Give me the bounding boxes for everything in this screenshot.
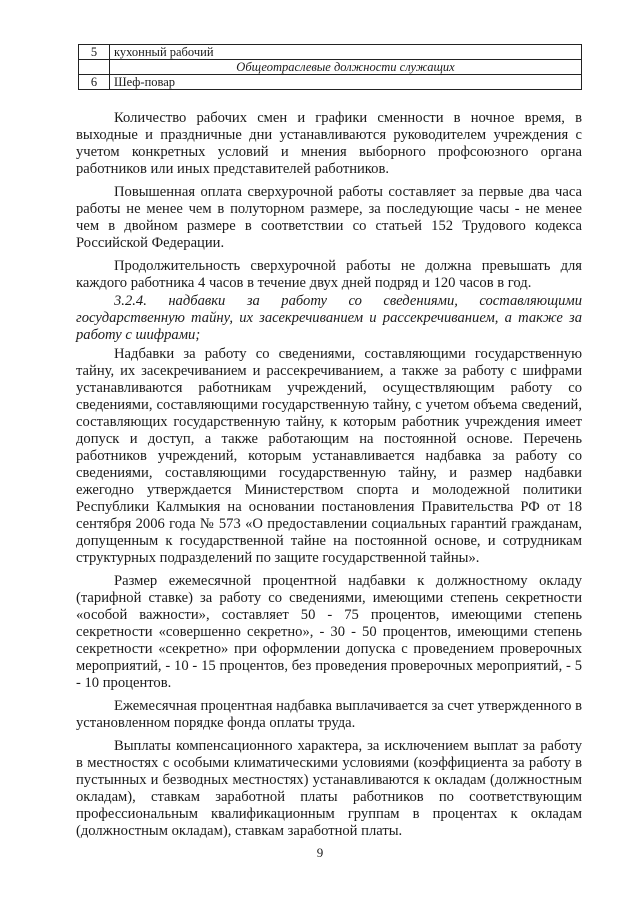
paragraph-allowance-funding: Ежемесячная процентная надбавка выплачивается за счет утвержденного в установленном порядке фонда оплаты труда. bbox=[76, 698, 582, 731]
section-heading-3-2-4: 3.2.4. надбавки за работу со сведениями, составляющими государственную тайну, их засекречиванием и рассекречиванием, а также за работу с шифрами; bbox=[76, 293, 582, 343]
paragraph-secret-allowance: Надбавки за работу со сведениями, составляющими государственную тайну, их засекречиванием и рассекречиванием, а также за работу с шифрами устанавливаются работникам учреждений, осуществляющим работу со сведениями, составляющими государственную тайну, с учетом объема сведений, составляющих государственную тайну, к которым работник учреждения имеет допуск и доступ, а также работающим на постоянной основе. Перечень работников учреждений, которым устанавливается надбавка за работу со сведениями, составляющими государственную тайну, и размер надбавки ежегодно утверждается Министерством спорта и молодежной политики Республики Калмыкия на основании постановления Правительства РФ от 18 сентября 2006 года № 573 «О предоставлении социальных гарантий гражданам, допущенным к государственной тайне на постоянной основе, и сотрудникам структурных подразделений по защите государственной тайны». bbox=[76, 346, 582, 566]
row-number-empty bbox=[79, 60, 110, 75]
position-name: Шеф-повар bbox=[110, 75, 582, 90]
table-group-row bbox=[79, 60, 582, 75]
table-row bbox=[79, 75, 582, 90]
row-number: 5 bbox=[79, 45, 110, 60]
position-name: кухонный рабочий bbox=[110, 45, 582, 60]
table-row bbox=[79, 45, 582, 60]
paragraph-night-shifts: Количество рабочих смен и графики сменности в ночное время, в выходные и праздничные дни устанавливаются руководителем учреждения с учетом конкретных условий и мнения выборного профсоюзного органа работников или иных представителей работников. bbox=[76, 110, 582, 177]
positions-table bbox=[78, 44, 582, 90]
paragraph-allowance-size: Размер ежемесячной процентной надбавки к должностному окладу (тарифной ставке) за работу со сведениями, имеющими степень секретности «особой важности», составляет 50 - 75 процентов, имеющими степень секретности «совершенно секретно», - 30 - 50 процентов, имеющими степень секретности «секретно» при оформлении допуска с проведением проверочных мероприятий, - 10 - 15 процентов, без проведения проверочных мероприятий, - 5 - 10 процентов. bbox=[76, 573, 582, 691]
document-body bbox=[76, 110, 582, 846]
row-number: 6 bbox=[79, 75, 110, 90]
position-group-title: Общеотраслевые должности служащих bbox=[110, 60, 582, 75]
paragraph-overtime-limit: Продолжительность сверхурочной работы не должна превышать для каждого работника 4 часов в течение двух дней подряд и 120 часов в год. bbox=[76, 258, 582, 291]
paragraph-compensation-payments: Выплаты компенсационного характера, за исключением выплат за работу в местностях с особыми климатическими условиями (коэффициента за работу в пустынных и безводных местностях) устанавливаются к окладам (должностным окладам), ставкам заработной платы работников по соответствующим профессиональным квалификационным группам в процентах к окладам (должностным окладам), ставкам заработной платы. bbox=[76, 738, 582, 839]
page-number: 9 bbox=[316, 845, 324, 860]
paragraph-overtime-pay: Повышенная оплата сверхурочной работы составляет за первые два часа работы не менее чем в полуторном размере, за последующие часы - не менее чем в двойном размере в соответствии со статьей 152 Трудового кодекса Российской Федерации. bbox=[76, 184, 582, 251]
